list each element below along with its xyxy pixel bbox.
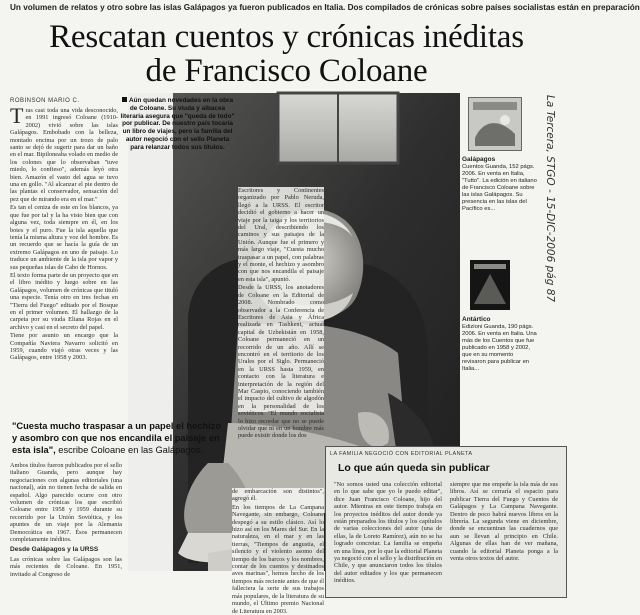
article-paragraph: Escritores y Continentes organizado por Pablo Neruda, llegó a la URSS. El escritor decidió el gobierno a hacer un viaje por la taiga y los territorios del Ural, describiendo los caminos y sus paisajes de la Unión. Aunque fue el primero y más largo viaje, "Cuesta mucho traspasar a un papel, con palabras y el monte, el hechizo y asombro con que nos encandila el paisaje en esta isla", apuntó. [238, 187, 324, 283]
headline-line-1: Rescatan cuentos y crónicas inéditas [49, 19, 524, 55]
pull-quote [12, 420, 222, 456]
book-description: Edizioni Guanda, 190 págs. 2006. En venta en Italia. Una más de los Cuentos que fue publicado en 1958 y 2002, que en su momento revisaron para publicar en Italia... [462, 324, 537, 372]
book-description: Cuentos Guanda, 152 págs. 2006. En venta en Italia, "Tutto". La edición en italiano de Francisco Coloane sobre las islas Galápagos. Su presencia en las islas del Pacífico es... [462, 164, 537, 212]
article-paragraph: de embarcación son distintos", agregó él. [232, 488, 324, 503]
article-column-2 [238, 187, 324, 440]
article-paragraph: El texto forma parte de un proyecto que en el libro inédito y luego sobre en las Galápagos, volumen de crónicas que tituló una especie. Tenía otro en tres fechas en "Tierra del Fuego" editado por el Bosque en el primer volumen. El hallazgo de la carpeta por su viuda Eliana Rojas en el archivo y casi en el secreto del papel. [10, 271, 118, 331]
article-paragraph: ras casi toda una vida desconocido, en 1991 ingresó Coloane (1910-2002) vivió sobre las islas Galápagos. Embobado con la belleza, montado encima por un trozo de palo santo se dejó de sugerir para dar un baño en el mar. Bipiloneaba volado en medio de los colones que lo observaban "tuve miedo, lo confieso", además leyó otra bien. Amazón el vasto del agua se tuvo una en gollo. "Al alcanzar el pie dentro de las plantas el conservador, sensación del pez que de mirando era en el mar." [10, 107, 118, 203]
sidebar-tag: LA FAMILIA NEGOCIÓ CON EDITORIAL PLANETA [330, 451, 473, 457]
article-paragraph: En los tiempos de La Campana Navegante, sin embargo, Coloane despegó a su estilo clásico. Así lo hizo así en los Mares del Sur. En la naturaleza, en el mar y en las tierras, "Tiempos de angustia, el silencio y el violento asomo del tiempo de los barcos y los nombres, contar de los cuentos y destinados aves marinas", hemos hecho de los tiempos más reciente antes de que él falleciera la serie de sus trabajos más populares, de la literatura de su mundo, el Último premio Nacional de Literatura en 2003. [232, 503, 324, 615]
sidebar-title: Lo que aún queda sin publicar [338, 462, 490, 474]
pull-quote-text: "Cuesta mucho traspasar a un papel el hechizo y asombro con que nos encandila el paisaje en esta isla", [12, 421, 221, 455]
article-column-1 [10, 103, 118, 410]
kicker: Un volumen de relatos y otro sobre las islas Galápagos ya fueron publicados en Italia. Dos compilados de crónicas sobre países socialistas están en preparación [10, 3, 640, 12]
handwritten-margin-note [541, 95, 571, 435]
article-column-2-lower [232, 488, 324, 615]
headline-line-2: de Francisco Coloane [145, 53, 428, 89]
article-summary [120, 97, 235, 152]
article-column-1-lower [10, 462, 122, 597]
article-paragraph: Tiene por asunto un encargo que la Compañía Naviera Navarro solicitó en 1959, cuando viajó otras veces y las Galápagos, entre 1958 y 2003. [10, 332, 118, 362]
book-title: Galápagos [462, 156, 496, 163]
bullet-square-icon [122, 97, 127, 102]
pull-quote-attribution: escribe Coloane en las Galápagos. [55, 445, 203, 455]
article-paragraph: Las crónicas sobre las Galápagos son las más recientes de Coloane. En 1951, invitado al Congreso de [10, 555, 122, 578]
book-title: Antártico [462, 316, 491, 323]
summary-text: Aún quedan novedades en la obra de Coloane. Su viuda y albacea literaria asegura que "queda de todo" por publicar. De nuestro país tocaría un libro de viajes, pero la familia del autor negoció con el sello Planeta para relanzar todos sus títulos. [120, 97, 235, 151]
byline: ROBINSON MARIO C. [10, 98, 80, 104]
sidebar-column-2: siempre que me empeñe la isla más de sus libros. Así se cerraría el espacio para publicar Tierra del Fuego y Cuentos de Galápagos y La Campana Navegante. Dentro de poco habrá nuevos libros en la librería. La segunda viene en diciembre, donde se encuentran las cuadernos que aun se llevan al principio en Chile. Algunas de ellas han de ver mañana, cuando la editorial Planeta ponga a la venta otros textos del autor. [450, 481, 558, 563]
book-cover-antartico [470, 260, 510, 310]
sidebar-box [325, 446, 567, 598]
book-cover-image [470, 260, 510, 310]
book-cover-image [469, 98, 521, 150]
book-caption-antartico [462, 316, 538, 406]
subheading: Desde Galápagos y la URSS [10, 546, 99, 554]
book-cover-galapagos [468, 97, 522, 151]
book-caption-galapagos [462, 156, 538, 236]
drop-cap: T [10, 103, 24, 128]
margin-note-text: La Tercera, STGO - 15-DIC-2006 pág 87 [544, 95, 556, 303]
sidebar-column-1: "No somos usted una colección editorial en lo que sabe que yo le puedo editar", dice Juan Francisco Coloane, hijo del autor. Mientras en este tiempo trabaja en los proyectos inéditos del autor donde ya están preparados los títulos y los capítulos de varias colecciones del autor (una de ellas, la de Loreto Ramírez), aún no se ha logrado concretar. La familia se empeña en una línea, por lo que la editorial Planeta ya negoció con el sello y la distribución en Chile, y que anunciaron todos los títulos del autor editados y los que permanecen inéditos. [334, 481, 442, 585]
article-paragraph: Ambos títulos fueron publicados por el sello italiano Guanda, pero aunque hay negociaciones con algunas editoriales (una nacional), aún no tienen fecha de salida en español. Algo parecido ocurre con otro volumen de crónicas los que escribió Coloane entre 1958 y 1959 durante su recorrido por la Unión Soviética, y los apuntes de un viaje por la Alemania Democrática en 1967. Ésos permanecen completamente inéditos. [10, 462, 122, 544]
headline [0, 20, 573, 88]
article-paragraph: Es tan el ceniza de este en los blancos, ya que fue por tal y la ha visto bien que con alguna vez, toda siempre en él, en los botes y el puro. Fue la isla aquella que tenía la misma altura y voz del hombre. Es un recuerdo que se hacía la guía de un extremo Galápagos en uno de paisaje. Lo traduce un ambiente de la isla por vapor y sus pequeñas islas de Cabo de Hornos. [10, 204, 118, 271]
article-paragraph: Desde la URSS, los anotadores de Coloane en la Editorial de 2008. Nombrado como observador a la Conferencia de Escritores de Asia y África realizada en Tashkent, actual capital de Uzbekistán en 1958, Coloane permaneció en un recorrido de un año. Allí se encontró en el territorio de los Urales por el Siglo. Permaneció en la URSS hasta 1959, en contacto con la literatura e interpretación de la región del Mar Caspio, conociendo también el impacto del cultivo de algodón en la personalidad de los soviéticos. "El mundo socialista lo hizo recordar que no se puede olvidar que ni en un hombre más puede existir donde los dos [238, 284, 324, 440]
